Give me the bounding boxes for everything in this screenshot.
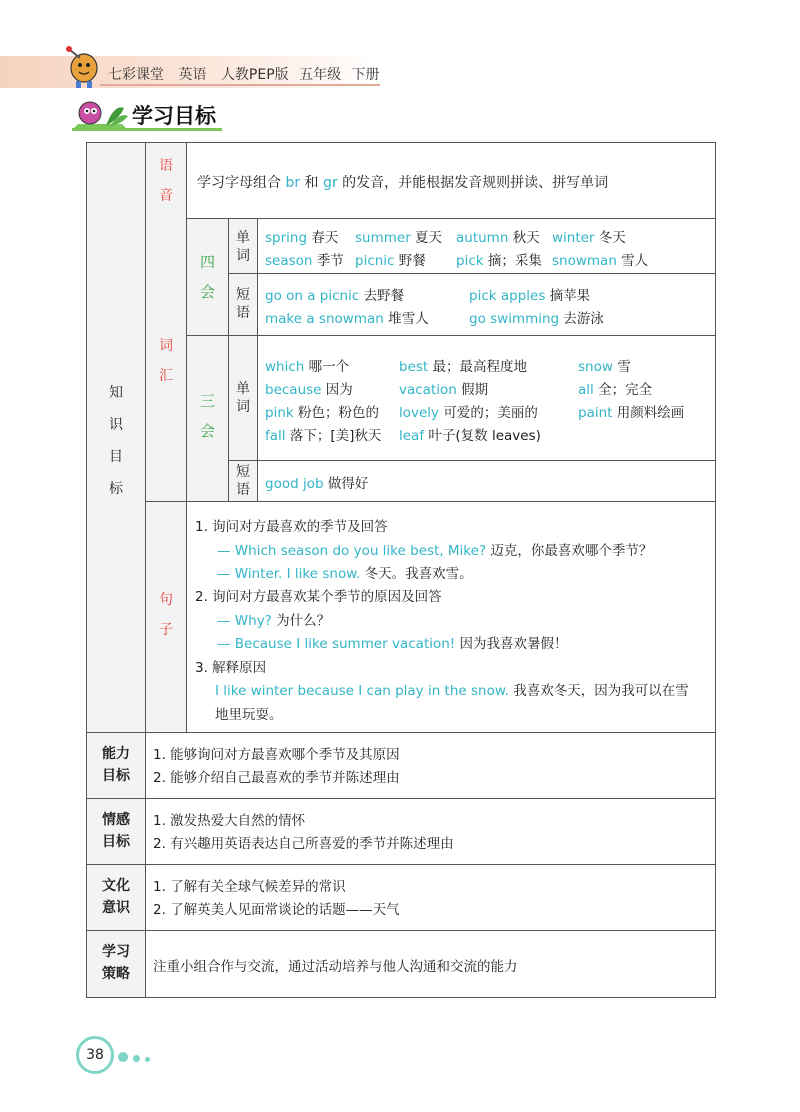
header-subject: 英语 <box>178 67 207 83</box>
sentence-line <box>217 562 473 582</box>
vocab-entry <box>552 249 648 269</box>
four-skill-label-char: 会 <box>199 283 215 301</box>
vocab-en: leaf <box>399 428 425 444</box>
vocab-cn: 冬天 <box>598 230 626 246</box>
header-series: 七彩课堂 <box>108 67 164 83</box>
vocab-en: all <box>578 382 594 398</box>
vocab-en: pink <box>265 405 294 421</box>
phrase-en: go swimming <box>469 311 560 327</box>
label-line: 策略 <box>102 966 130 982</box>
vocab-cn: 秋天 <box>512 230 540 246</box>
words-label-char: 词 <box>236 248 250 264</box>
decor-dot <box>145 1057 150 1062</box>
section-title-underline <box>72 128 222 131</box>
label-column <box>87 143 145 997</box>
vocabulary-label-char: 词 <box>159 338 173 354</box>
culture-awareness-label <box>87 875 145 919</box>
vocab-en: snowman <box>552 253 617 269</box>
sentence-cn: 冬天。我喜欢雪。 <box>364 566 473 582</box>
vocab-entry <box>355 249 426 269</box>
vocab-entry <box>265 355 349 375</box>
emotion-line: 1. 激发热爱大自然的情怀 <box>153 813 306 829</box>
knowledge-label-char: 知 <box>109 385 123 401</box>
vocab-en: season <box>265 253 313 269</box>
vocab-en: picnic <box>355 253 395 269</box>
pronunciation-part: 的发音，并能根据发音规则拼读、拼写单词 <box>337 175 609 191</box>
three-skill-label-char: 会 <box>199 422 215 440</box>
phrase-en: go on a picnic <box>265 288 360 304</box>
three-skill-phrases-label <box>229 463 257 499</box>
header-divider <box>100 84 380 86</box>
phrases-label-char: 短 <box>236 287 250 303</box>
three-skill-label <box>187 386 228 446</box>
vocab-en: best <box>399 359 429 375</box>
sentence-cn: 我喜欢冬天，因为我可以在雪 <box>513 683 689 699</box>
vocab-en: vacation <box>399 382 457 398</box>
vocab-cn: 用颜料绘画 <box>616 405 685 421</box>
vocab-cn: 夏天 <box>415 230 443 246</box>
emotion-goals-label <box>87 809 145 853</box>
culture-line: 2. 了解英美人见面常谈论的话题——天气 <box>153 902 400 918</box>
three-skill-label-char: 三 <box>199 392 215 410</box>
vocab-en: summer <box>355 230 411 246</box>
sentence-line: 3. 解释原因 <box>195 660 267 676</box>
phrase-entry <box>469 284 590 304</box>
phrase-en: make a snowman <box>265 311 384 327</box>
vocab-cn: 落下；[美]秋天 <box>289 428 382 444</box>
pronunciation-label <box>146 151 186 211</box>
decor-dot <box>118 1052 128 1062</box>
culture-line: 1. 了解有关全球气候差异的常识 <box>153 879 346 895</box>
vocab-cn: 全；完全 <box>598 382 653 398</box>
vocab-en: because <box>265 382 322 398</box>
vocab-en: autumn <box>456 230 509 246</box>
vocab-entry <box>355 226 442 246</box>
sentence-line: 1. 询问对方最喜欢的季节及回答 <box>195 519 388 535</box>
phrases-label-char: 短 <box>236 464 250 480</box>
pronunciation-part: 学习字母组合 <box>197 175 286 191</box>
vocab-entry <box>578 355 631 375</box>
phrase-cn: 做得好 <box>327 476 369 492</box>
section-title: 学习目标 <box>132 104 216 128</box>
vocab-entry <box>265 378 353 398</box>
ability-line: 2. 能够介绍自己最喜欢的季节并陈述理由 <box>153 770 400 786</box>
sentence-cn: 为什么？ <box>276 613 331 629</box>
vocab-en: pick <box>456 253 484 269</box>
vocabulary-label-char: 汇 <box>159 368 173 384</box>
vocab-entry <box>265 424 381 444</box>
ability-goals-label <box>87 743 145 787</box>
words-label-char: 单 <box>236 230 250 246</box>
vocab-en: snow <box>578 359 613 375</box>
emotion-line: 2. 有兴趣用英语表达自己所喜爱的季节并陈述理由 <box>153 836 454 852</box>
sentence-en: I like winter because I can play in the snow. <box>215 683 509 699</box>
pronunciation-part: br <box>285 175 301 191</box>
sentence-cn: 迈克，你最喜欢哪个季节？ <box>490 543 653 559</box>
objectives-table <box>86 142 716 998</box>
sentences-label-char: 子 <box>159 622 173 638</box>
vocab-cn: 最；最高程度地 <box>432 359 527 375</box>
vocab-entry <box>578 378 652 398</box>
vocab-entry <box>399 378 488 398</box>
vocab-entry <box>552 226 626 246</box>
page-number-text: 38 <box>86 1047 104 1063</box>
vocab-entry <box>265 249 344 269</box>
vocab-cn: 季节 <box>316 253 344 269</box>
sentence-en: — Because I like summer vacation! <box>217 636 456 652</box>
sentence-cn: 因为我喜欢暑假！ <box>459 636 568 652</box>
vocab-cn: 哪一个 <box>308 359 350 375</box>
sentence-line <box>215 679 689 699</box>
vocab-entry <box>265 401 379 421</box>
phrase-cn: 堆雪人 <box>388 311 429 327</box>
pronunciation-label-char: 音 <box>159 188 173 204</box>
vocab-entry <box>399 424 541 444</box>
knowledge-label-char: 识 <box>109 417 123 433</box>
vocab-en: lovely <box>399 405 440 421</box>
label-line: 能力 <box>102 746 130 762</box>
phrase-cn: 去游泳 <box>563 311 604 327</box>
knowledge-label-char: 目 <box>109 449 123 465</box>
vocab-cn: 可爱的；美丽的 <box>443 405 538 421</box>
header-volume: 下册 <box>351 67 380 83</box>
phrases-label-char: 语 <box>236 305 250 321</box>
pronunciation-label-char: 语 <box>159 158 173 174</box>
vocab-en: winter <box>552 230 595 246</box>
four-skill-phrases-label <box>229 286 257 322</box>
sentence-en: — Winter. I like snow. <box>217 566 361 582</box>
mascot-icon <box>58 40 108 90</box>
phrase-cn: 摘苹果 <box>549 288 591 304</box>
pronunciation-text <box>197 172 608 192</box>
ability-line: 1. 能够询问对方最喜欢哪个季节及其原因 <box>153 747 400 763</box>
vocab-cn: 因为 <box>325 382 353 398</box>
header-grade: 五年级 <box>299 67 342 83</box>
sentence-line <box>217 609 330 629</box>
knowledge-goals-label <box>102 377 130 505</box>
vocab-entry <box>399 355 527 375</box>
phrases-label-char: 语 <box>236 482 250 498</box>
words-label-char: 词 <box>236 399 250 415</box>
phrase-en: good job <box>265 476 324 492</box>
strategy-line: 注重小组合作与交流，通过活动培养与他人沟通和交流的能力 <box>153 959 518 975</box>
four-skill-words-label <box>229 229 257 265</box>
sentence-line: 地里玩耍。 <box>215 707 283 723</box>
label-line: 目标 <box>102 834 130 850</box>
vocab-en: fall <box>265 428 286 444</box>
phrase-cn: 去野餐 <box>363 288 405 304</box>
vocab-en: which <box>265 359 305 375</box>
sentences-label <box>146 585 186 645</box>
label-line: 意识 <box>102 900 130 916</box>
vocabulary-label <box>146 331 186 391</box>
four-skill-label-char: 四 <box>199 253 215 271</box>
phrase-entry <box>265 284 404 304</box>
phrase-entry <box>469 307 604 327</box>
sentence-line <box>217 539 652 559</box>
vocab-cn: 假期 <box>461 382 489 398</box>
vocab-cn: 野餐 <box>398 253 426 269</box>
vocab-en: spring <box>265 230 308 246</box>
page-number <box>76 1036 114 1074</box>
vocab-entry <box>456 226 540 246</box>
sentence-en: — Why? <box>217 613 272 629</box>
label-line: 目标 <box>102 768 130 784</box>
sentence-en: — Which season do you like best, Mike? <box>217 543 487 559</box>
label-line: 学习 <box>102 944 130 960</box>
pronunciation-part: 和 <box>300 175 324 191</box>
learning-strategy-label <box>87 941 145 985</box>
knowledge-label-char: 标 <box>109 481 123 497</box>
decor-dot <box>133 1055 140 1062</box>
vocab-entry <box>578 401 684 421</box>
three-skill-words-label <box>229 380 257 416</box>
sentence-line <box>217 632 568 652</box>
vocab-cn: 摘；采集 <box>487 253 542 269</box>
vocab-entry <box>265 226 338 246</box>
vocab-en: paint <box>578 405 613 421</box>
sentence-line: 2. 询问对方最喜欢某个季节的原因及回答 <box>195 589 442 605</box>
phrase-en: pick apples <box>469 288 546 304</box>
pronunciation-part: gr <box>323 175 338 191</box>
label-line: 情感 <box>102 812 130 828</box>
vocab-cn: 粉色；粉色的 <box>298 405 379 421</box>
vocab-cn: 叶子(复数 leaves) <box>428 428 541 444</box>
sentences-label-char: 句 <box>159 592 173 608</box>
header-edition: 人教PEP版 <box>220 67 289 83</box>
phrase-entry <box>265 472 368 492</box>
vocab-entry <box>456 249 542 269</box>
vocab-cn: 春天 <box>311 230 339 246</box>
phrase-entry <box>265 307 429 327</box>
words-label-char: 单 <box>236 381 250 397</box>
four-skill-label <box>187 247 228 307</box>
vocab-cn: 雪人 <box>621 253 649 269</box>
vocab-cn: 雪 <box>617 359 631 375</box>
header-text <box>108 64 390 84</box>
label-line: 文化 <box>102 878 130 894</box>
vocab-entry <box>399 401 538 421</box>
